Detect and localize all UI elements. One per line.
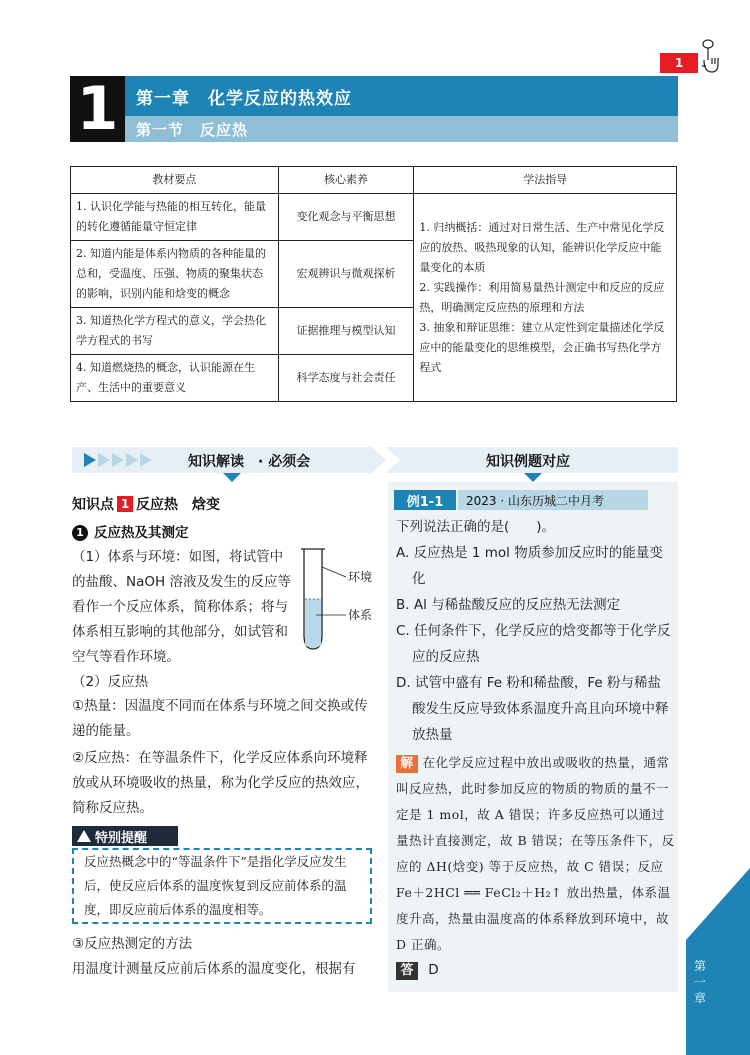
answer-tag: 答 <box>396 962 418 980</box>
table-cell-point: 3. 知道热化学方程式的意义，学会热化学方程式的书写 <box>71 308 279 355</box>
subsection-title: 反应热及其测定 <box>94 525 189 541</box>
guidance-item: 3. 抽象和辩证思维：建立从定性到定量描述化学反应中的能量变化的思维模型，会正确书写热化学方程式 <box>419 320 665 374</box>
arrow-icon <box>98 453 110 467</box>
corner-chapter-label: 第一章 <box>693 959 706 1005</box>
paragraph-system-environment: （1）体系与环境：如图，将试管中的盐酸、NaOH 溶液及发生的反应等看作一个反应体系，简称体系；将与体系相互影响的其他部分，如试管和空气等看作环境。 <box>72 549 291 665</box>
question-stem: 下列说法正确的是( )。 <box>396 519 556 535</box>
answer-block <box>396 962 439 980</box>
paragraph-measure-detail: 用温度计测量反应前后体系的温度变化，根据有 <box>72 961 356 977</box>
figure-label-system: 体系 <box>348 608 373 622</box>
answer-text: D <box>428 962 439 978</box>
knowledge-point-prefix: 知识点 <box>72 497 114 513</box>
arrow-icon <box>84 453 96 467</box>
arrow-down-icon <box>223 473 241 482</box>
paragraph-reaction-heat-definition: ②反应热：在等温条件下，化学反应体系向环境释放或从环境吸收的热量，称为化学反应的热效应，简称反应热。 <box>72 750 369 816</box>
arrow-down-icon <box>524 473 542 482</box>
table-header: 核心素养 <box>278 167 414 194</box>
tip-label-text: 特别提醒 <box>95 830 148 846</box>
figure-label-environment: 环境 <box>348 570 373 584</box>
arrow-icon <box>140 453 152 467</box>
chapter-number: 1 <box>70 76 125 142</box>
guidance-item: 1. 归纳概括：通过对日常生活、生产中常见化学反应的放热、吸热现象的认知，能辨识化学反应中能量变化的本质 <box>419 220 665 274</box>
table-cell-literacy: 证据推理与模型认知 <box>278 308 414 355</box>
arrow-icon <box>112 453 124 467</box>
subsection-number: 1 <box>72 525 88 541</box>
knowledge-point-number: 1 <box>117 496 133 512</box>
table-cell-literacy: 科学态度与社会责任 <box>278 355 414 402</box>
table-cell-point: 4. 知道燃烧热的概念，认识能源在生产、生活中的重要意义 <box>71 355 279 402</box>
tip-text: 反应热概念中的“等温条件下”是指化学反应发生后，使反应后体系的温度恢复到反应前体系的温度，即反应前后体系的温度相等。 <box>84 854 347 917</box>
pointing-hand-icon <box>700 38 724 78</box>
warning-triangle-icon <box>76 829 92 843</box>
tip-label <box>72 826 178 846</box>
table-cell-point: 2. 知道内能是体系内物质的各种能量的总和，受温度、压强、物质的聚集状态的影响，识别内能和焓变的概念 <box>71 241 279 308</box>
chapter-title: 第一章 化学反应的热效应 <box>136 89 352 109</box>
goals-table <box>70 166 677 402</box>
knowledge-point-heading <box>72 494 220 514</box>
table-header: 学法指导 <box>414 167 677 194</box>
table-header: 教材要点 <box>71 167 279 194</box>
paragraph-heat-definition: ①热量：因温度不同而在体系与环境之间交换或传递的能量。 <box>72 698 368 739</box>
banner-right-title: 知识例题对应 <box>486 454 570 470</box>
option-b: B. Al 与稀盐酸反应的反应热无法测定 <box>396 597 621 613</box>
page-number: 1 <box>660 53 698 73</box>
section-title: 第一节 反应热 <box>136 121 249 139</box>
subsection-heading <box>72 521 189 541</box>
corner-tab-shape <box>686 868 750 940</box>
option-c: C. 任何条件下，化学反应的焓变都等于化学反应的反应热 <box>396 623 671 665</box>
test-tube-figure <box>296 545 378 653</box>
banner-left-title: 知识解读 · 必须会 <box>188 454 311 470</box>
chevron-right-icon <box>372 447 402 473</box>
paragraph-reaction-heat-heading: （2）反应热 <box>72 674 149 690</box>
option-d: D. 试管中盛有 Fe 粉和稀盐酸，Fe 粉与稀盐酸发生反应导致体系温度升高且向环境中释放热量 <box>396 675 669 743</box>
analysis-tag: 解 <box>396 755 418 773</box>
banner-arrows <box>84 453 152 467</box>
table-cell-literacy: 宏观辨识与微观探析 <box>278 241 414 308</box>
table-header-row <box>71 167 677 194</box>
table-cell-point: 1. 认识化学能与热能的相互转化，能量的转化遵循能量守恒定律 <box>71 194 279 241</box>
table-cell-literacy: 变化观念与平衡思想 <box>278 194 414 241</box>
knowledge-point-title: 反应热 焓变 <box>136 497 220 513</box>
table-cell-guidance <box>414 194 677 402</box>
arrow-icon <box>126 453 138 467</box>
analysis-text: 在化学反应过程中放出或吸收的热量，通常叫反应热，此时参加反应的物质的物质的量不一定是 1 mol，故 A 错误；许多反应热可以通过量热计直接测定，故 B 错误；在等压条件下，反应的 ΔH(焓变) 等于反应热，故 C 错误；反应 Fe＋2HCl ══ FeCl₂＋H₂↑ 放出热量，体系温度升高，热量由温度高的体系释放到环境中，故 D 正确。 <box>396 755 675 952</box>
analysis-block <box>396 750 676 958</box>
table-row <box>71 194 677 241</box>
guidance-item: 2. 实践操作：利用简易量热计测定中和反应的反应热，明确测定反应热的原理和方法 <box>419 280 665 314</box>
example-tag: 例1-1 <box>394 490 456 510</box>
example-source: 2023 · 山东历城二中月考 <box>458 490 648 510</box>
paragraph-measure-method: ③反应热测定的方法 <box>72 936 193 952</box>
option-a: A. 反应热是 1 mol 物质参加反应时的能量变化 <box>396 545 663 587</box>
